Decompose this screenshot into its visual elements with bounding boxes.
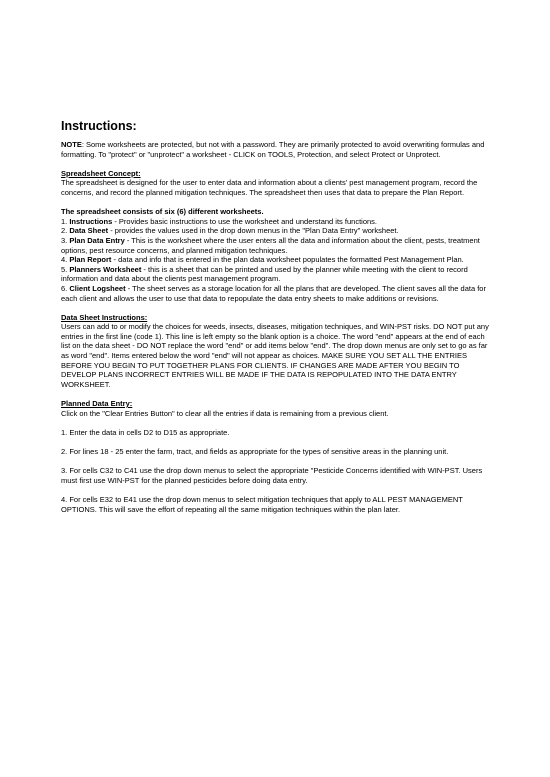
note-paragraph bbox=[61, 140, 493, 159]
item-number: 5. bbox=[61, 264, 70, 274]
item-number: 2. bbox=[61, 226, 70, 236]
worksheet-item-6 bbox=[61, 284, 493, 303]
worksheet-item-3 bbox=[61, 236, 493, 255]
planned-entry-step-1: 1. Enter the data in cells D2 to D15 as appropriate. bbox=[61, 427, 230, 437]
worksheet-item-2 bbox=[61, 226, 493, 236]
item-desc: - provides the values used in the drop down menus in the "Plan Data Entry" worksheet. bbox=[108, 226, 399, 236]
item-name: Data Sheet bbox=[69, 226, 109, 236]
item-number: 3. bbox=[61, 235, 70, 245]
item-name: Planners Worksheet bbox=[69, 264, 142, 274]
data-sheet-text: Users can add to or modify the choices for weeds, insects, diseases, mitigation techniques, and WIN-PST risks. DO NOT put any entries in the first line (code 1). This line is left empty so the blank option is a choice. The word "end" appears at the end of each list on the data sheet - DO NOT replace the word "end" or add items below "end". The drop down menus are only set to go as far as word "end". Items entered below the word "end" will not appear as choices. MAKE SURE YOU SET ALL THE ENTRIES BEFORE YOU BEGIN TO PUT TOGETHER PLANS FOR CLIENTS. IF CHANGES ARE MADE AFTER YOU BEGIN TO DEVELOP PLANS INCORRECT ENTRIES WILL BE MADE IF THE DATA IS REPOPULATED INTO THE DATA ENTRY WORKSHEET. bbox=[61, 322, 489, 389]
item-name: Instructions bbox=[69, 216, 113, 226]
worksheet-item-1 bbox=[61, 217, 493, 227]
item-number: 1. bbox=[61, 216, 70, 226]
concept-text: The spreadsheet is designed for the user to enter data and information about a clients' pest management program, record the concerns, and record the planned mitigation techniques. The spreadsheet then uses that data to prepare the Plan Report. bbox=[61, 178, 478, 197]
concept-heading: Spreadsheet Concept: bbox=[61, 168, 141, 178]
item-desc: - data and info that is entered in the plan data worksheet populates the formatted Pest Management Plan. bbox=[111, 255, 464, 265]
planned-entry-step-4: 4. For cells E32 to E41 use the drop down menus to select mitigation techniques that apply to ALL PEST MANAGEMENT OPTIONS. This will save the effort of repeating all the same mitigation techniques within the plan later. bbox=[61, 494, 463, 514]
item-number: 6. bbox=[61, 283, 70, 293]
page-title: Instructions: bbox=[61, 119, 137, 133]
note-label: NOTE bbox=[61, 140, 82, 149]
spacer bbox=[61, 418, 493, 428]
planned-entry-intro: Click on the "Clear Entries Button" to clear all the entries if data is remaining from a previous client. bbox=[61, 408, 389, 418]
data-sheet-heading: Data Sheet Instructions: bbox=[61, 312, 148, 322]
worksheets-heading: The spreadsheet consists of six (6) different worksheets. bbox=[61, 207, 264, 217]
spacer bbox=[61, 457, 493, 467]
item-desc: - Provides basic instructions to use the worksheet and understand its functions. bbox=[112, 216, 377, 226]
item-desc: - This is the worksheet where the user enters all the data and information about the client, pests, treatment options, pest resource concerns, and planned mitigation techniques. bbox=[61, 235, 480, 255]
item-name: Plan Data Entry bbox=[69, 235, 125, 245]
spacer bbox=[61, 437, 493, 447]
spacer bbox=[61, 485, 493, 495]
spacer bbox=[61, 303, 493, 313]
spacer bbox=[61, 389, 493, 399]
spacer bbox=[61, 198, 493, 208]
document-page bbox=[61, 118, 493, 514]
item-number: 4. bbox=[61, 255, 70, 265]
planned-entry-step-3: 3. For cells C32 to C41 use the drop down menus to select the appropriate "Pesticide Concerns identified with WIN-PST. Users must first use WIN-PST for the planned pesticides before doing data entry. bbox=[61, 466, 483, 485]
spacer bbox=[61, 159, 493, 169]
item-desc: - The sheet serves as a storage location for all the plans that are developed. The client saves all the data for each client and allows the user to use that data to repopulate the data entry sheets to make additions or revisions. bbox=[61, 283, 486, 303]
item-name: Client Logsheet bbox=[69, 283, 126, 293]
note-text: : Some worksheets are protected, but not with a password. They are primarily protected to avoid overwriting formulas and formatting. To "protect" or "unprotect" a worksheet - CLICK on TOOLS, Protection, and select Protect or Unprotect. bbox=[61, 140, 485, 159]
worksheet-item-5 bbox=[61, 265, 493, 284]
planned-entry-step-2: 2. For lines 18 - 25 enter the farm, tract, and fields as appropriate for the types of sensitive areas in the planning unit. bbox=[61, 447, 449, 456]
item-desc: - this is a sheet that can be printed and used by the planner while meeting with the client to record information and data about the clients pest management program. bbox=[61, 264, 468, 284]
planned-entry-heading: Planned Data Entry: bbox=[61, 399, 133, 409]
item-name: Plan Report bbox=[69, 255, 112, 265]
worksheet-item-4 bbox=[61, 255, 493, 265]
